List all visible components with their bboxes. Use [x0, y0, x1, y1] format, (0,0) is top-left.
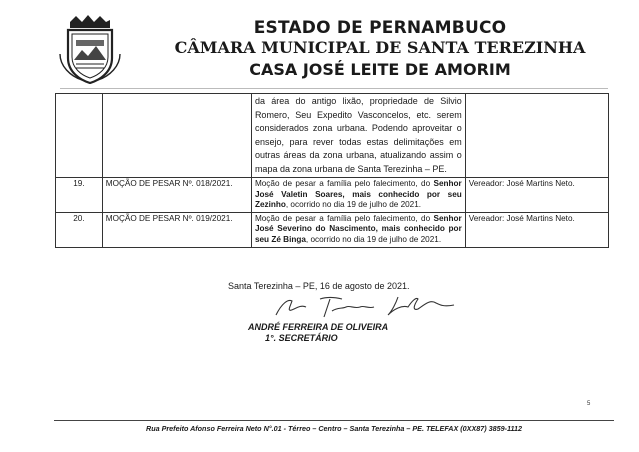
number-cell: 19.: [56, 178, 103, 213]
chamber-heading: CÂMARA MUNICIPAL DE SANTA TEREZINHA: [174, 38, 586, 57]
municipal-crest-icon: [58, 14, 122, 84]
description-text: , ocorrido no dia 19 de julho de 2021.: [285, 200, 422, 210]
page-number: 5: [587, 401, 591, 407]
number-cell: 20.: [56, 212, 103, 247]
handwritten-signature: [268, 293, 468, 321]
title-cell: MOÇÃO DE PESAR Nº. 018/2021.: [102, 178, 251, 213]
header-divider: [60, 88, 608, 89]
honoree-name: Senhor José Severino do Nascimento, mais conhecido por seu Zé Binga: [254, 213, 462, 244]
title-cell: [102, 94, 251, 178]
description-cell: [251, 212, 465, 247]
author-cell: Vereador: José Martins Neto.: [465, 212, 608, 247]
table-row: [56, 212, 609, 247]
state-heading: ESTADO DE PERNAMBUCO: [253, 18, 507, 38]
honoree-name: Senhor José Valetin Soares, mais conhecido por seu Zezinho: [254, 179, 462, 210]
place-date: Santa Terezinha – PE, 16 de agosto de 2021.: [228, 281, 410, 291]
house-heading: CASA JOSÉ LEITE DE AMORIM: [249, 60, 511, 79]
author-cell: [465, 94, 608, 178]
description-text: Moção de pesar a família pelo falecimento, do: [254, 179, 434, 188]
motions-table: [55, 93, 609, 248]
table-row: [56, 94, 609, 178]
table-row: [56, 178, 609, 213]
signer-role: 1°. SECRETÁRIO: [265, 333, 338, 343]
description-cell: da área do antigo lixão, propriedade de Silvio Romero, Seu Expedito Vasconcelos, etc. serem considerados zona urbana. Podendo aproveitar o ensejo, para rever todas estas delimitações em outras áreas da zona urbana, atualizando assim o mapa da zona urbana de Santa Terezinha – PE.: [251, 94, 465, 178]
signer-name: ANDRÉ FERREIRA DE OLIVEIRA: [248, 322, 389, 332]
number-cell: [56, 94, 103, 178]
footer-divider: [54, 420, 614, 421]
author-cell: Vereador: José Martins Neto.: [465, 178, 608, 213]
description-text: Moção de pesar a família pelo falecimento, do: [254, 213, 434, 223]
description-text: , ocorrido no dia 19 de julho de 2021.: [305, 234, 442, 244]
description-cell: [251, 178, 465, 213]
title-cell: MOÇÃO DE PESAR Nº. 019/2021.: [102, 212, 251, 247]
footer-address: Rua Prefeito Afonso Ferreira Neto N°.01 - Térreo – Centro – Santa Terezinha – PE. TELEFAX (0XX87) 3859-1112: [146, 424, 522, 433]
